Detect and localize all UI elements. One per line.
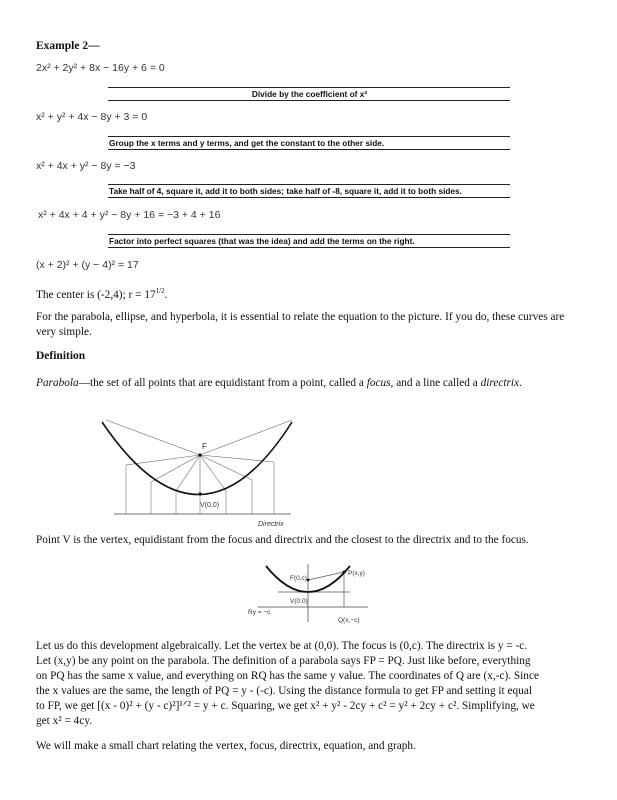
focus-label: F — [202, 442, 207, 451]
center-end: . — [164, 288, 168, 301]
equation-2: x² + y² + 4x − 8y + 3 = 0 — [36, 111, 148, 123]
step-note-4-text: Factor into perfect squares (that was the idea) and add the terms on the right. — [109, 236, 415, 246]
derivation-line-4: the x values are the same, the length of PQ = y - (-c). Using the distance formula to get FP and setting it equal — [36, 685, 532, 697]
step-note-2 — [108, 136, 510, 150]
center-statement — [36, 284, 167, 303]
derivation-line-6: get x² = 4cy. — [36, 715, 93, 727]
vertex-paragraph: Point V is the vertex, equidistant from the focus and directrix and the closest to the directrix and to the focus. — [36, 534, 529, 546]
definition-directrix: directrix — [480, 377, 520, 389]
derivation-line-1: Let us do this development algebraically. Let the vertex be at (0,0). The focus is (0,c). The directrix is y = -c. — [36, 640, 528, 652]
definition-term: Parabola — [36, 377, 79, 389]
closing-paragraph: We will make a small chart relating the vertex, focus, directrix, equation, and graph. — [36, 740, 416, 752]
definition-sentence — [36, 376, 596, 391]
derivation-line-2: Let (x,y) be any point on the parabola. The definition of a parabola says FP = PQ. Just like before, everything — [36, 655, 531, 667]
step-note-3 — [108, 184, 510, 198]
focus-point-2 — [307, 579, 310, 582]
equation-4: x² + 4x + 4 + y² − 8y + 16 = −3 + 4 + 16 — [38, 209, 221, 221]
directrix-label: Directrix — [258, 521, 284, 528]
directrix-label-2: Ry = −c — [248, 609, 271, 616]
definition-end: . — [519, 377, 522, 389]
definition-and: , and a line called a — [390, 377, 481, 389]
definition-heading: Definition — [36, 350, 86, 362]
equation-5: (x + 2)² + (y − 4)² = 17 — [36, 259, 139, 271]
vertex-label-2: V(0,0) — [290, 598, 308, 605]
derivation-line-5: to FP, we get [(x - 0)² + (y - c)²]¹ᐟ² = y + c. Squaring, we get x² + y² - 2cy + c² = y² + 2cy + c². Simplifying, we — [36, 700, 535, 712]
p-label: P(x,y) — [348, 570, 365, 577]
example-title: Example 2— — [36, 40, 100, 52]
focus-label-2: F(0,c) — [290, 575, 307, 582]
focal-lines — [106, 420, 292, 494]
derivation-paragraph — [36, 639, 596, 729]
step-note-2-text: Group the x terms and y terms, and get the constant to the other side. — [109, 138, 385, 148]
parabola-curve — [102, 422, 292, 495]
intro-paragraph: For the parabola, ellipse, and hyperbola, it is essential to relate the equation to the picture. If you do, these curves are very simple. — [36, 311, 565, 338]
step-note-4 — [108, 234, 510, 248]
parabola-figure — [96, 412, 296, 528]
step-note-3-text: Take half of 4, square it, add it to both sides; take half of -8, square it, add it to both sides. — [109, 186, 462, 196]
step-note-1-text: Divide by the coefficient of x² — [251, 89, 368, 99]
center-exponent: 1/2 — [155, 287, 165, 295]
coordinate-figure — [238, 560, 388, 630]
equation-1: 2x² + 2y² + 8x − 16y + 6 = 0 — [36, 62, 165, 74]
definition-focus: focus — [366, 377, 391, 389]
derivation-line-3: on PQ has the same x value, and everything on RQ has the same y value. The coordinates of Q are (x,-c). Since — [36, 670, 539, 682]
equation-3: x² + 4x + y² − 8y = −3 — [36, 160, 136, 172]
vertex-point — [198, 492, 201, 495]
vertex-label: V(0,0) — [200, 502, 220, 509]
focus-point — [198, 453, 201, 456]
q-label: Q(x,−c) — [338, 617, 360, 624]
center-text: The center is (-2,4); r = 17 — [36, 288, 156, 301]
p-point — [343, 571, 346, 574]
definition-mid: —the set of all points that are equidistant from a point, called a — [78, 377, 367, 389]
step-note-1 — [108, 87, 510, 101]
